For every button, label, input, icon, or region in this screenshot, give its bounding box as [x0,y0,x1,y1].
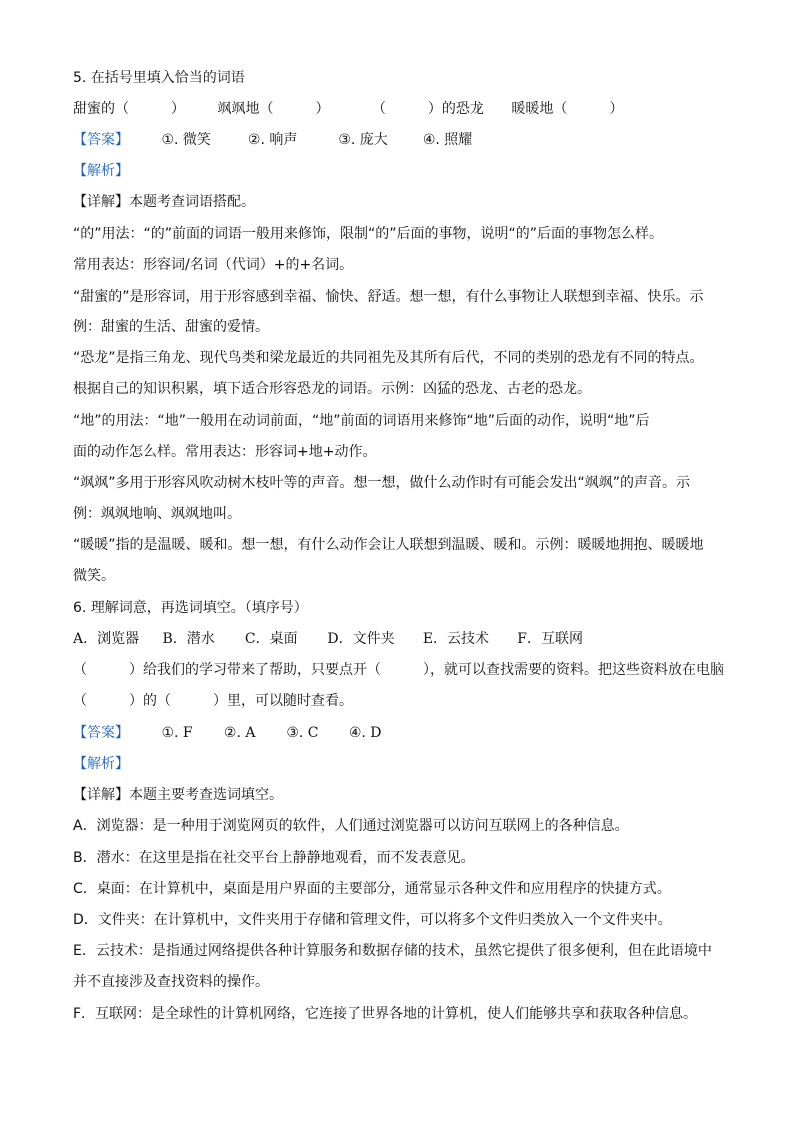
q5-answer-2: ②. 响声 [247,132,298,148]
paragraph-line: A．浏览器：是一种用于浏览网页的软件，人们通过浏览器可以访问互联网上的各种信息。 [73,818,629,834]
q6-answer-4: ④. D [348,725,382,741]
q6-answer-2: ②. A [223,725,256,741]
q6-answer-1: ①. F [161,725,193,741]
paragraph-line: “地”的用法：“地”一般用在动词前面，“地”前面的词语用来修饰“地”后面的动作，说明“地”后 [73,413,650,429]
q5-answer-row [73,131,472,149]
q5-answer-4: ④. 照耀 [422,132,473,148]
q6-option-a: A．浏览器 [73,631,140,647]
q5-detail [73,193,255,211]
detail-tag: 【详解】 [73,194,129,210]
q6-sentence-2: （ ）的（ ）里，可以随时查看。 [73,693,353,709]
q5-answer-3: ③. 庞大 [338,132,388,148]
paragraph-line: 根据自己的知识积累，填下适合形容恐龙的词语。示例：凶猛的恐龙、古老的恐龙。 [73,381,591,397]
q6-option-c: C．桌面 [244,631,298,647]
q5-blank-3: （ ）的恐龙 [371,101,484,117]
answer-tag: 【答案】 [73,725,129,741]
q5-answer-1: ①. 微笑 [161,132,211,148]
q6-detail [73,786,283,804]
q5-blanks [73,100,623,118]
q6-detail-intro: 本题主要考查选词填空。 [129,787,283,803]
q5-blank-2: 飒飒地（ ） [217,101,330,117]
paragraph-line: D．文件夹：在计算机中，文件夹用于存储和管理文件，可以将多个文件归类放入一个文件夹中。 [73,912,672,928]
q5-title: 5. 在括号里填入恰当的词语 [73,70,245,86]
q6-sentence-1: （ ）给我们的学习带来了帮助，只要点开（ ），就可以查找需要的资料。把这些资料放在电脑 [73,662,724,678]
paragraph-line: “飒飒”多用于形容风吹动树木枝叶等的声音。想一想，做什么动作时有可能会发出“飒飒”的声音。示 [73,475,691,491]
paragraph-line: 例：甜蜜的生活、甜蜜的爱情。 [73,319,269,335]
paragraph-line: 微笑。 [73,568,115,584]
q6-answer-3: ③. C [286,725,319,741]
q5-detail-intro: 本题考查词语搭配。 [129,194,255,210]
detail-tag: 【详解】 [73,787,129,803]
paragraph-line: “恐龙”是指三角龙、现代鸟类和梁龙最近的共同祖先及其所有后代，不同的类别的恐龙有不同的特点。 [73,350,704,366]
paragraph-line: “甜蜜的”是形容词，用于形容感到幸福、愉快、舒适。想一想，有什么事物让人联想到幸福、快乐。示 [73,289,704,305]
paragraph-line: C．桌面：在计算机中，桌面是用户界面的主要部分，通常显示各种文件和应用程序的快捷方式。 [73,881,671,897]
paragraph-line: 常用表达：形容词/名词（代词）+的+名词。 [73,257,354,273]
paragraph-line: 面的动作怎么样。常用表达：形容词+地+动作。 [73,444,377,460]
q6-options [73,630,583,648]
paragraph-line: 例：飒飒地响、飒飒地叫。 [73,506,241,522]
q5-blank-1: 甜蜜的（ ） [73,101,185,117]
q6-option-e: E．云技术 [422,631,490,647]
q6-option-d: D．文件夹 [327,631,395,647]
paragraph-line: 并不直接涉及查找资料的操作。 [73,974,269,990]
q6-option-b: B．潜水 [162,631,215,647]
q6-option-f: F．互联网 [517,631,583,647]
q5-analysis-tag: 【解析】 [73,163,129,179]
q6-answer-row [73,724,382,742]
q6-title: 6. 理解词意，再选词填空。（填序号） [73,600,308,616]
paragraph-line: “暖暖”指的是温暖、暖和。想一想，有什么动作会让人联想到温暖、暖和。示例：暖暖地拥抱、暖暖地 [73,537,704,553]
paragraph-line: E．云技术：是指通过网络提供各种计算服务和数据存储的技术，虽然它提供了很多便利，但在此语境中 [73,943,712,959]
paragraph-line: B．潜水：在这里是指在社交平台上静静地观看，而不发表意见。 [73,850,475,866]
q5-blank-4: 暖暖地（ ） [511,101,624,117]
paragraph-line: “的”用法：“的”前面的词语一般用来修饰，限制“的”后面的事物，说明“的”后面的事物怎么样。 [73,226,664,242]
q6-analysis-tag: 【解析】 [73,756,129,772]
answer-tag: 【答案】 [73,132,129,148]
paragraph-line: F．互联网：是全球性的计算机网络，它连接了世界各地的计算机，使人们能够共享和获取各种信息。 [73,1006,698,1022]
